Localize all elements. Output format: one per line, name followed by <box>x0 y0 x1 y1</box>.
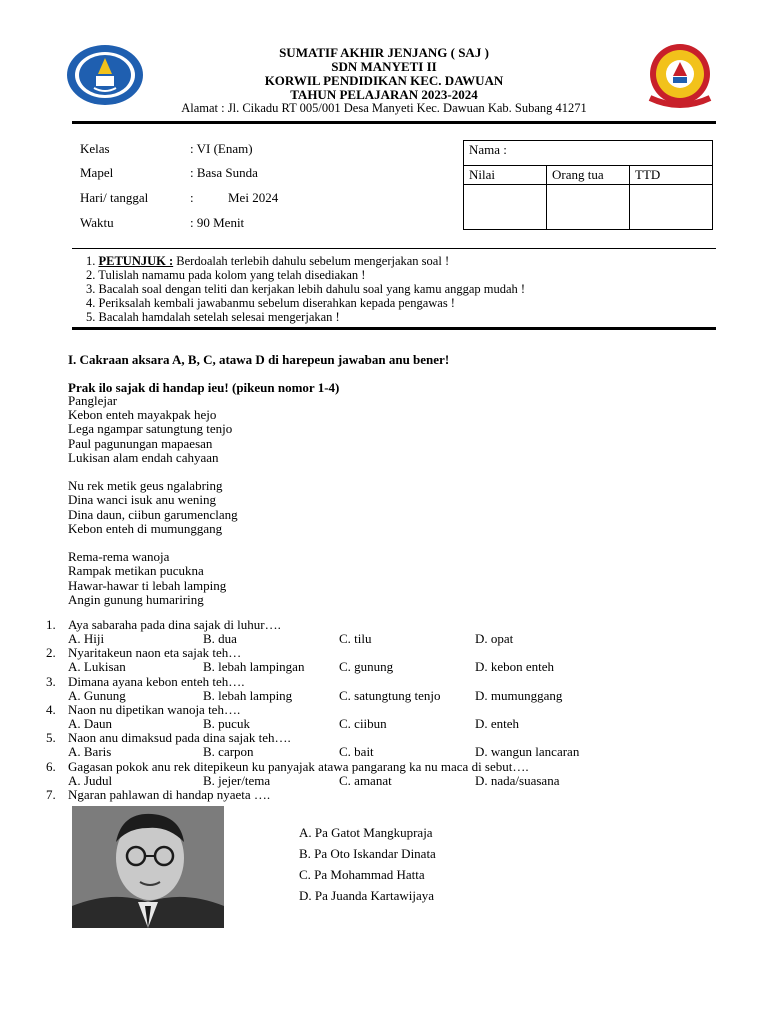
option-a[interactable]: A. Gunung <box>68 687 126 703</box>
instructions-heading: PETUNJUK : <box>98 254 174 268</box>
nilai-header: Nilai <box>464 166 547 185</box>
instruction-2: 2. Tulislah namamu pada kolom yang telah disediakan ! <box>86 268 366 282</box>
option-c[interactable]: C. ciibun <box>339 715 387 731</box>
option-b[interactable]: B. jejer/tema <box>203 772 271 788</box>
waktu-label: Waktu <box>80 215 114 230</box>
poem <box>68 394 238 607</box>
option-c[interactable]: C. gunung <box>339 659 394 675</box>
poem-line: Lega ngampar satungtung tenjo <box>68 421 233 437</box>
poem-line: Rema-rema wanoja <box>68 549 170 565</box>
kelas-value: : VI (Enam) <box>190 141 253 156</box>
header-title: SUMATIF AKHIR JENJANG ( SAJ ) <box>279 45 489 60</box>
question-number: 2. <box>46 645 56 661</box>
question-text: Ngaran pahlawan di handap nyaeta …. <box>68 787 271 802</box>
poem-line: Panglejar <box>68 393 118 408</box>
poem-line: Lukisan alam endah cahyaan <box>68 449 219 465</box>
question-number: 1. <box>46 617 56 632</box>
header-school: SDN MANYETI II <box>331 59 437 74</box>
poem-line: Dina daun, ciibun garumenclang <box>68 506 238 522</box>
nilai-cell[interactable] <box>464 185 547 230</box>
hari-colon: : <box>190 190 194 205</box>
option-a[interactable]: A. Pa Gatot Mangkupraja <box>299 825 433 840</box>
header-address: Alamat : Jl. Cikadu RT 005/001 Desa Manyeti Kec. Dawuan Kab. Subang 41271 <box>181 101 587 115</box>
option-a[interactable]: A. Lukisan <box>68 659 126 675</box>
instruction-5: 5. Bacalah hamdalah setelah selesai mengerjakan ! <box>86 310 340 324</box>
option-b[interactable]: B. lebah lamping <box>203 687 293 703</box>
header-year: TAHUN PELAJARAN 2023-2024 <box>290 87 478 102</box>
orang-tua-header: Orang tua <box>547 166 630 185</box>
section-subtitle: Prak ilo sajak di handap ieu! (pikeun nomor 1-4) <box>68 380 340 395</box>
kelas-label: Kelas <box>80 141 110 156</box>
question-number: 5. <box>46 730 56 746</box>
poem-line: Dina wanci isuk anu wening <box>68 492 217 508</box>
nama-cell[interactable]: Nama : <box>464 141 713 166</box>
poem-line: Paul pagunungan mapaesan <box>68 435 213 451</box>
option-c[interactable]: C. Pa Mohammad Hatta <box>299 867 425 882</box>
option-d[interactable]: D. nada/suasana <box>475 772 560 788</box>
question-text: Aya sabaraha pada dina sajak di luhur…. <box>68 617 281 632</box>
option-c[interactable]: C. tilu <box>339 631 372 646</box>
mapel-label: Mapel <box>80 165 114 180</box>
option-d[interactable]: D. kebon enteh <box>475 659 555 675</box>
orang-tua-cell[interactable] <box>547 185 630 230</box>
poem-spacer <box>68 465 238 479</box>
score-table <box>463 140 713 230</box>
poem-line: Hawar-hawar ti lebah lamping <box>68 577 227 593</box>
instruction-1-text: Berdoalah terlebih dahulu sebelum mengerjakan soal ! <box>176 254 450 268</box>
question-text: Naon nu dipetikan wanoja teh…. <box>68 701 241 717</box>
option-d[interactable]: D. mumunggang <box>475 687 563 703</box>
option-b[interactable]: B. lebah lampingan <box>203 659 305 675</box>
question-number: 3. <box>46 673 56 689</box>
question-number: 6. <box>46 758 56 774</box>
header-divider <box>72 121 716 124</box>
instruction-1-num: 1. <box>86 254 99 268</box>
question-text: Naon anu dimaksud pada dina sajak teh…. <box>68 730 291 746</box>
option-b[interactable]: B. dua <box>203 631 237 646</box>
header-korwil: KORWIL PENDIDIKAN KEC. DAWUAN <box>264 73 504 88</box>
instructions-bottom-divider <box>72 327 716 330</box>
question-text: Nyaritakeun naon eta sajak teh… <box>68 645 242 661</box>
poem-line: Nu rek metik geus ngalabring <box>68 478 223 494</box>
option-b[interactable]: B. Pa Oto Iskandar Dinata <box>299 846 436 861</box>
hero-portrait-photo <box>72 806 224 928</box>
poem-spacer <box>68 536 238 550</box>
option-c[interactable]: C. bait <box>339 744 374 760</box>
instructions-top-divider <box>72 248 716 249</box>
option-a[interactable]: A. Hiji <box>68 631 105 646</box>
poem-line: Kebon enteh di mumunggang <box>68 520 223 536</box>
ttd-header: TTD <box>630 166 713 185</box>
mapel-value: : Basa Sunda <box>190 165 258 180</box>
question-number: 7. <box>46 787 56 802</box>
option-b[interactable]: B. carpon <box>203 744 254 760</box>
option-c[interactable]: C. amanat <box>339 772 392 788</box>
instruction-4: 4. Periksalah kembali jawabanmu sebelum diserahkan kepada pengawas ! <box>86 296 455 310</box>
option-d[interactable]: D. enteh <box>475 715 520 731</box>
option-b[interactable]: B. pucuk <box>203 715 250 731</box>
option-c[interactable]: C. satungtung tenjo <box>339 687 441 703</box>
hari-label: Hari/ tanggal <box>80 190 149 205</box>
question-text: Dimana ayana kebon enteh teh…. <box>68 673 245 689</box>
option-a[interactable]: A. Judul <box>68 772 113 788</box>
waktu-value: : 90 Menit <box>190 215 245 230</box>
poem-line: Kebon enteh mayakpak hejo <box>68 407 217 423</box>
section-title: I. Cakraan aksara A, B, C, atawa D di harepeun jawaban anu bener! <box>68 352 450 367</box>
instruction-1 <box>86 254 449 269</box>
hari-value: Mei 2024 <box>228 190 279 205</box>
poem-line: Angin gunung humariring <box>68 591 204 607</box>
option-a[interactable]: A. Daun <box>68 715 113 731</box>
option-a[interactable]: A. Baris <box>68 744 112 760</box>
ttd-cell[interactable] <box>630 185 713 230</box>
option-d[interactable]: D. opat <box>475 631 514 646</box>
instruction-3: 3. Bacalah soal dengan teliti dan kerjakan lebih dahulu soal yang kamu anggap mudah ! <box>86 282 526 296</box>
option-d[interactable]: D. Pa Juanda Kartawijaya <box>299 888 435 903</box>
option-d[interactable]: D. wangun lancaran <box>475 744 580 760</box>
question-text: Gagasan pokok anu rek ditepikeun ku panyajak atawa pangarang ka nu maca di sebut…. <box>68 758 529 774</box>
question-number: 4. <box>46 701 56 717</box>
poem-line: Rampak metikan pucukna <box>68 563 204 579</box>
